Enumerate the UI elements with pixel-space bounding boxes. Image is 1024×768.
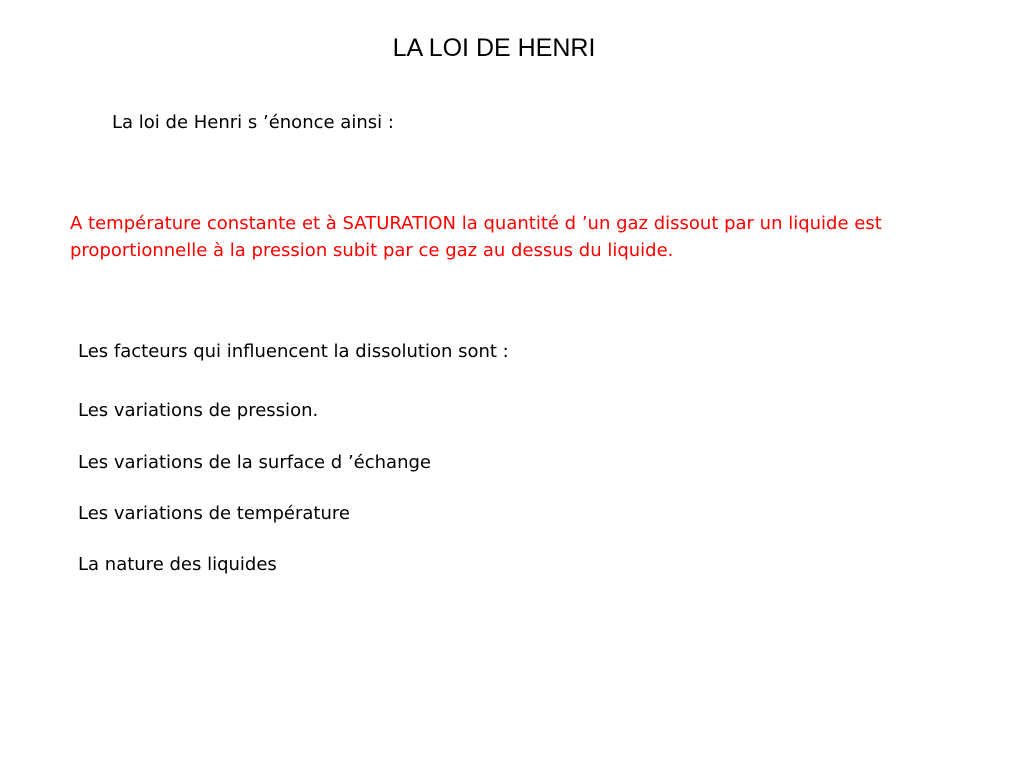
intro-text: La loi de Henri s ’énonce ainsi : <box>112 112 394 133</box>
factor-item: Les variations de température <box>78 503 350 524</box>
factor-item: La nature des liquides <box>78 554 277 575</box>
factor-item: Les variations de pression. <box>78 400 319 421</box>
slide-title: LA LOI DE HENRI <box>392 34 596 62</box>
law-statement: A température constante et à SATURATION la quantité d ’un gaz dissout par un liquide est proportionnelle à la pression subit par ce gaz au dessus du liquide. <box>70 213 882 261</box>
factor-item: Les variations de la surface d ’échange <box>78 452 431 473</box>
factors-heading: Les facteurs qui influencent la dissolution sont : <box>78 341 509 362</box>
